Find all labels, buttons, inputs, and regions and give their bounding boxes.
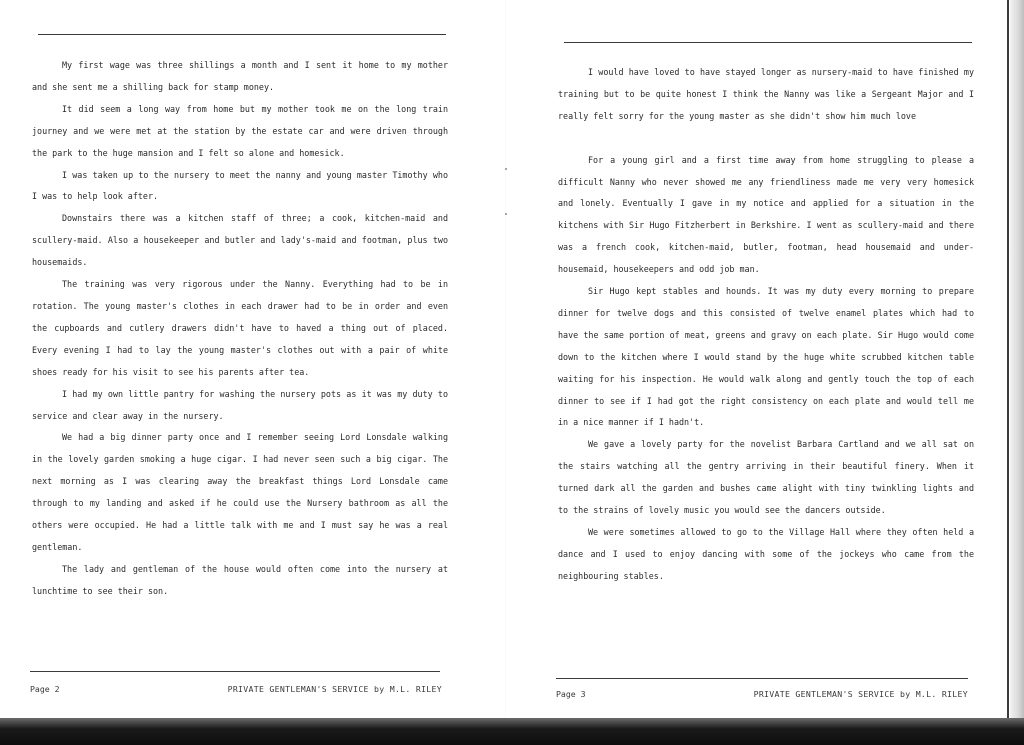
paragraph: We had a big dinner party once and I remember seeing Lord Lonsdale walking in the lovely garden smoking a huge cigar. I had never seen such a big cigar. The next morning as I was clearing away the breakfast things Lord Lonsdale came through to my landing and asked if he could use the Nursery bathroom as all the others were occupied. He had a little talk with me and I must say he was a real gentleman.: [32, 432, 448, 552]
header-rule: [38, 34, 446, 35]
paragraph: For a young girl and a first time away from home struggling to please a difficult Nanny who never showed me any friendliness made me very very homesick and lonely. Eventually I gave in my notice and applied for a situation in the kitchens with Sir Hugo Fitzherbert in Berkshire. I went as scullery-maid and there was a french cook, kitchen-maid, butler, footman, head housemaid and under-housemaid, housekeepers and odd job man.: [558, 154, 974, 275]
paragraph: Downstairs there was a kitchen staff of three; a cook, kitchen-maid and scullery-maid. Also a housekeeper and butler and lady's-maid and footman, plus two housemaids.: [32, 213, 448, 268]
scanner-bed-edge: [0, 718, 1024, 745]
page-number: Page 3: [556, 689, 586, 699]
paragraph: Sir Hugo kept stables and hounds. It was my duty every morning to prepare dinner for twelve dogs and this consisted of twelve enamel plates which had to have the same portion of meat, greens and gravy on each plate. Sir Hugo would come down to the kitchen where I would stand by the huge white scrubbed kitchen table waiting for his inspection. He would walk along and gently touch the top of each dinner to see if I had got the right consistency on each plate and would tell me in a nice manner if I hadn't.: [558, 286, 974, 428]
paragraph: It did seem a long way from home but my mother took me on the long train journey and we were met at the station by the estate car and were driven through the park to the huge mansion and I felt so alone and homesick.: [32, 103, 448, 158]
footer-rule: [30, 671, 440, 672]
paragraph: We were sometimes allowed to go to the Village Hall where they often held a dance and I used to enjoy dancing with some of the jockeys who came from the neighbouring stables.: [558, 527, 974, 581]
page-number: Page 2: [30, 684, 60, 694]
dust-speck: [505, 213, 507, 215]
paragraph-gap: [558, 128, 974, 150]
page-fold: [505, 0, 506, 718]
paragraph: I had my own little pantry for washing the nursery pots as it was my duty to service and clear away in the nursery.: [32, 388, 448, 421]
paragraph: I was taken up to the nursery to meet the nanny and young master Timothy who I was to help look after.: [32, 169, 448, 202]
paragraph: We gave a lovely party for the novelist Barbara Cartland and we all sat on the stairs watching all the gentry arriving in their beautiful finery. When it turned dark all the garden and bushes came alight with tiny twinkling lights and to the strains of lovely music you would see the dancers outside.: [558, 439, 974, 516]
paper-edge-right: [1010, 0, 1024, 720]
footer-rule: [556, 678, 968, 679]
paragraph: The training was very rigorous under the Nanny. Everything had to be in rotation. The young master's clothes in each drawer had to be in order and even the cupboards and cutlery drawers didn't have to haved a thing out of placed. Every evening I had to lay the young master's clothes out with a pair of white shoes ready for his visit to see his parents after tea.: [32, 279, 448, 377]
running-title: PRIVATE GENTLEMAN'S SERVICE by M.L. RILEY: [753, 689, 968, 699]
paragraph: The lady and gentleman of the house would often come into the nursery at lunchtime to see their son.: [32, 563, 448, 596]
paragraph: My first wage was three shillings a month and I sent it home to my mother and she sent me a shilling back for stamp money.: [32, 60, 448, 92]
paper-edge-line: [1007, 0, 1009, 720]
page-body: [558, 62, 974, 588]
page-body: [32, 55, 448, 603]
page-3: [556, 0, 976, 718]
running-title: PRIVATE GENTLEMAN'S SERVICE by M.L. RILEY: [227, 684, 442, 694]
header-rule: [564, 42, 972, 43]
page-2: [30, 0, 450, 718]
dust-speck: [505, 168, 507, 170]
paragraph: I would have loved to have stayed longer as nursery-maid to have finished my training but to be quite honest I think the Nanny was like a Sergeant Major and I really felt sorry for the young master as she didn't show him much love: [558, 67, 974, 121]
